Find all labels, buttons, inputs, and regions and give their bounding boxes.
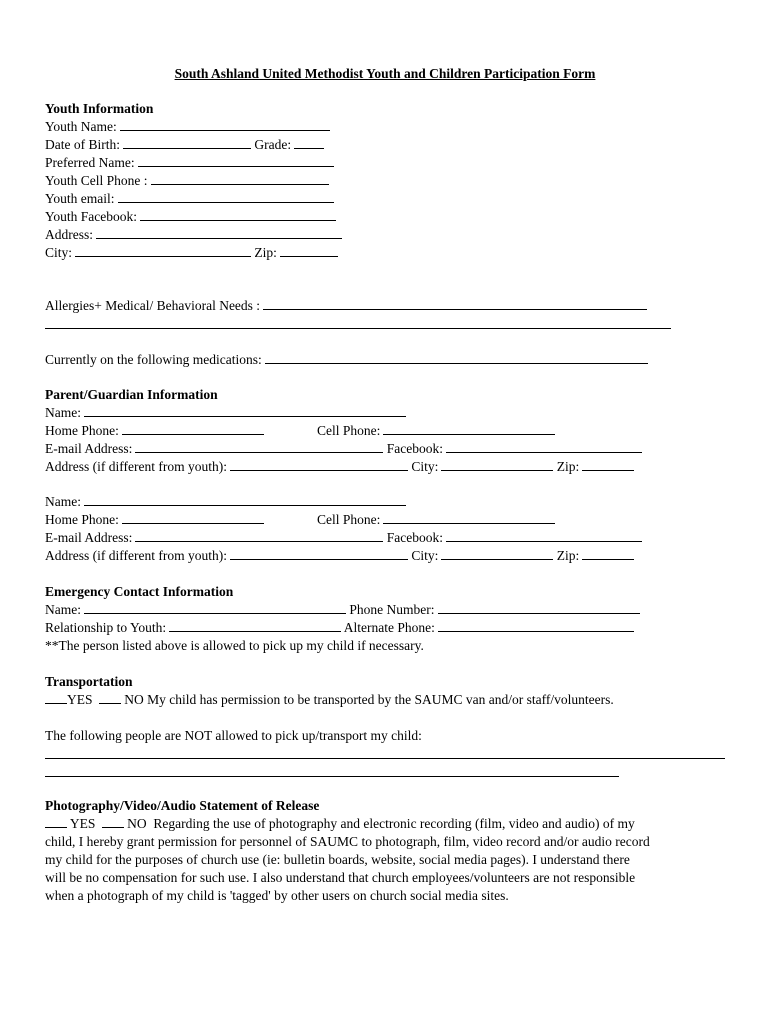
- parent2-address-field[interactable]: [230, 547, 408, 560]
- youth-city-row: [45, 244, 338, 262]
- parent1-email-row: [45, 440, 642, 458]
- preferred-name-field[interactable]: [138, 154, 334, 167]
- not-allowed-label: The following people are NOT allowed to pick up/transport my child:: [45, 728, 422, 743]
- parent-info-heading: Parent/Guardian Information: [45, 387, 218, 402]
- youth-address-label: Address:: [45, 227, 93, 242]
- parent1-home-phone-row: [45, 422, 264, 440]
- parent1-home-phone-field[interactable]: [122, 422, 264, 435]
- transportation-heading: Transportation: [45, 674, 133, 689]
- photo-release-line-2: child, I hereby grant permission for personnel of SAUMC to photograph, film, video record and/or audio record: [45, 834, 650, 849]
- parent1-cell-phone-label: Cell Phone:: [317, 423, 381, 438]
- preferred-name-label: Preferred Name:: [45, 155, 135, 170]
- youth-cell-label: Youth Cell Phone :: [45, 173, 148, 188]
- allergies-label: Allergies+ Medical/ Behavioral Needs :: [45, 298, 261, 313]
- parent1-name-label: Name:: [45, 405, 81, 420]
- emergency-name-field[interactable]: [84, 601, 346, 614]
- youth-cell-row: [45, 172, 329, 190]
- emergency-name-row: [45, 601, 640, 619]
- emergency-phone-field[interactable]: [438, 601, 640, 614]
- parent1-name-row: [45, 404, 406, 422]
- preferred-name-row: [45, 154, 334, 172]
- youth-zip-field[interactable]: [280, 244, 338, 257]
- youth-name-field[interactable]: [120, 118, 330, 131]
- youth-facebook-label: Youth Facebook:: [45, 209, 138, 224]
- parent2-cell-phone-label: Cell Phone:: [317, 512, 381, 527]
- parent1-facebook-field[interactable]: [446, 440, 642, 453]
- photo-release-paragraph: [45, 815, 735, 905]
- allergies-row: [45, 297, 647, 315]
- parent2-email-row: [45, 529, 642, 547]
- dob-field[interactable]: [123, 136, 251, 149]
- parent1-name-field[interactable]: [84, 404, 406, 417]
- parent1-home-phone-label: Home Phone:: [45, 423, 119, 438]
- not-allowed-field-line-2[interactable]: [45, 776, 619, 777]
- photo-yes-label: YES: [69, 816, 96, 831]
- parent1-address-label: Address (if different from youth):: [45, 459, 227, 474]
- parent2-name-field[interactable]: [84, 493, 406, 506]
- parent2-facebook-label: Facebook:: [386, 530, 443, 545]
- parent2-city-label: City:: [411, 548, 439, 563]
- parent1-city-label: City:: [411, 459, 439, 474]
- youth-city-label: City:: [45, 245, 73, 260]
- transportation-consent-row: [45, 691, 614, 709]
- parent1-city-field[interactable]: [441, 458, 553, 471]
- emergency-relationship-field[interactable]: [169, 619, 341, 632]
- grade-label: Grade:: [254, 137, 292, 152]
- youth-name-label: Youth Name:: [45, 119, 117, 134]
- emergency-alt-phone-field[interactable]: [438, 619, 634, 632]
- photo-release-text-1: Regarding the use of photography and electronic recording (film, video and audio) of my: [153, 816, 635, 831]
- parent1-email-field[interactable]: [135, 440, 383, 453]
- parent2-zip-field[interactable]: [582, 547, 634, 560]
- parent1-email-label: E-mail Address:: [45, 441, 133, 456]
- youth-address-field[interactable]: [96, 226, 342, 239]
- photo-release-line-4: will be no compensation for such use. I also understand that church employees/volunteers are not responsible: [45, 870, 636, 885]
- emergency-note: **The person listed above is allowed to pick up my child if necessary.: [45, 638, 424, 653]
- photo-release-line-3: my child for the purposes of church use (ie: bulletin boards, website, social media pages). I understand there: [45, 852, 630, 867]
- parent2-name-label: Name:: [45, 494, 81, 509]
- photo-release-line-5: when a photograph of my child is 'tagged' by other users on church social media sites.: [45, 888, 509, 903]
- parent2-email-label: E-mail Address:: [45, 530, 133, 545]
- parent2-home-phone-field[interactable]: [122, 511, 264, 524]
- emergency-alt-phone-label: Alternate Phone:: [343, 620, 435, 635]
- emergency-name-label: Name:: [45, 602, 81, 617]
- parent2-address-row: [45, 547, 634, 565]
- transport-yes-field[interactable]: [45, 691, 67, 704]
- transport-yes-label: YES: [67, 692, 93, 707]
- parent2-zip-label: Zip:: [556, 548, 580, 563]
- parent2-email-field[interactable]: [135, 529, 383, 542]
- youth-facebook-field[interactable]: [140, 208, 336, 221]
- emergency-heading: Emergency Contact Information: [45, 584, 234, 599]
- youth-cell-field[interactable]: [151, 172, 329, 185]
- youth-email-row: [45, 190, 334, 208]
- dob-row: [45, 136, 324, 154]
- parent1-cell-phone-field[interactable]: [383, 422, 555, 435]
- medications-field[interactable]: [265, 351, 648, 364]
- youth-zip-label: Zip:: [254, 245, 277, 260]
- parent2-city-field[interactable]: [441, 547, 553, 560]
- transport-no-label: NO: [124, 692, 144, 707]
- photo-release-heading: Photography/Video/Audio Statement of Release: [45, 798, 320, 813]
- medications-row: [45, 351, 648, 369]
- youth-email-label: Youth email:: [45, 191, 115, 206]
- parent2-home-phone-row: [45, 511, 264, 529]
- transport-no-field[interactable]: [99, 691, 121, 704]
- parent2-cell-phone-row: [317, 511, 555, 529]
- photo-no-field[interactable]: [102, 815, 124, 828]
- emergency-relationship-label: Relationship to Youth:: [45, 620, 167, 635]
- parent2-cell-phone-field[interactable]: [383, 511, 555, 524]
- parent1-cell-phone-row: [317, 422, 555, 440]
- emergency-phone-label: Phone Number:: [349, 602, 435, 617]
- emergency-relationship-row: [45, 619, 634, 637]
- transport-statement: My child has permission to be transported by the SAUMC van and/or staff/volunteers.: [147, 692, 614, 707]
- not-allowed-field-line-1[interactable]: [45, 758, 725, 759]
- allergies-field[interactable]: [263, 297, 647, 310]
- youth-city-field[interactable]: [75, 244, 251, 257]
- parent1-zip-field[interactable]: [582, 458, 634, 471]
- parent1-address-field[interactable]: [230, 458, 408, 471]
- youth-info-heading: Youth Information: [45, 101, 154, 116]
- youth-name-row: [45, 118, 330, 136]
- parent1-address-row: [45, 458, 634, 476]
- grade-field[interactable]: [294, 136, 324, 149]
- parent2-address-label: Address (if different from youth):: [45, 548, 227, 563]
- parent2-name-row: [45, 493, 406, 511]
- parent1-facebook-label: Facebook:: [386, 441, 443, 456]
- parent2-home-phone-label: Home Phone:: [45, 512, 119, 527]
- photo-no-label: NO: [127, 816, 147, 831]
- dob-label: Date of Birth:: [45, 137, 120, 152]
- parent1-zip-label: Zip:: [556, 459, 580, 474]
- photo-yes-field[interactable]: [45, 815, 67, 828]
- youth-email-field[interactable]: [118, 190, 334, 203]
- youth-facebook-row: [45, 208, 336, 226]
- form-title: South Ashland United Methodist Youth and Children Participation Form: [174, 66, 596, 81]
- medications-label: Currently on the following medications:: [45, 352, 262, 367]
- photo-release-line-1: [45, 815, 735, 833]
- allergies-field-line-2[interactable]: [45, 328, 671, 329]
- parent2-facebook-field[interactable]: [446, 529, 642, 542]
- youth-address-row: [45, 226, 342, 244]
